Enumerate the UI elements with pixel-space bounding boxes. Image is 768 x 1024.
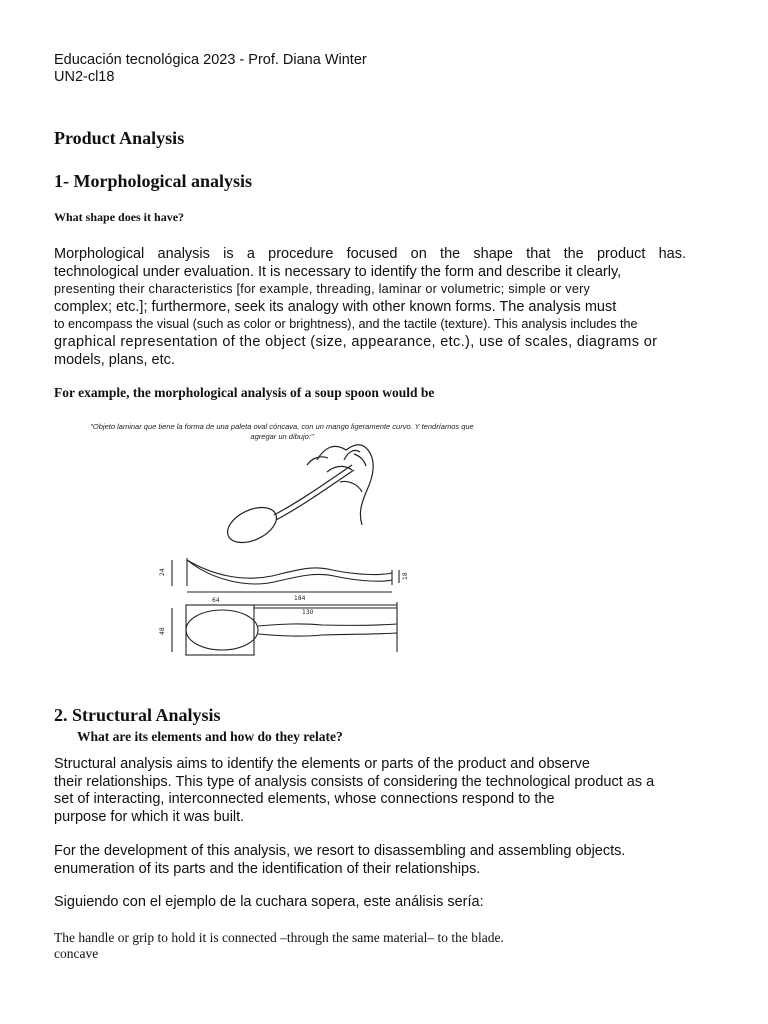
paragraph-line: models, plans, etc. bbox=[54, 351, 175, 368]
dimension-label: 48 bbox=[159, 627, 166, 635]
paragraph-line: set of interacting, interconnected elements, whose connections respond to the bbox=[54, 791, 555, 808]
section2-paragraph1 bbox=[54, 756, 686, 826]
section1-heading: 1- Morphological analysis bbox=[54, 171, 253, 191]
course-code: UN2-cl18 bbox=[54, 69, 115, 85]
course-header-line: Educación tecnológica 2023 - Prof. Diana Winter bbox=[54, 52, 367, 68]
section2-example bbox=[54, 930, 504, 962]
section2-heading: 2. Structural Analysis bbox=[54, 705, 221, 725]
paragraph-line: technological under evaluation. It is necessary to identify the form and describe it clearly, bbox=[54, 263, 622, 280]
paragraph-line: graphical representation of the object (size, appearance, etc.), use of scales, diagrams or bbox=[54, 333, 658, 350]
example-line: The handle or grip to hold it is connected –through the same material– to the blade. bbox=[54, 930, 504, 945]
hand-holding-spoon-icon bbox=[222, 445, 373, 550]
paragraph-line: enumeration of its parts and the identification of their relationships. bbox=[54, 860, 481, 877]
section2-paragraph2 bbox=[54, 843, 686, 878]
section1-question: What shape does it have? bbox=[54, 210, 185, 224]
dimension-label: 130 bbox=[302, 609, 314, 616]
paragraph-line: For the development of this analysis, we resort to disassembling and assembling objects. bbox=[54, 843, 626, 859]
spoon-drawing bbox=[62, 420, 502, 690]
dimension-label: 64 bbox=[212, 597, 220, 604]
paragraph-line: Structural analysis aims to identify the elements or parts of the product and observe bbox=[54, 756, 590, 772]
example-line: concave bbox=[54, 946, 99, 961]
dimension-label: 18 bbox=[402, 572, 409, 580]
figure-caption-line: agregar un dibujo:" bbox=[250, 432, 314, 441]
paragraph-line: presenting their characteristics [for example, threading, laminar or volumetric; simple or very bbox=[54, 282, 591, 297]
spoon-top-view bbox=[172, 602, 397, 655]
section2-paragraph3: Siguiendo con el ejemplo de la cuchara sopera, este análisis sería: bbox=[54, 894, 484, 910]
dimension-label: 24 bbox=[159, 568, 166, 576]
section1-paragraph bbox=[54, 246, 686, 369]
paragraph-line: to encompass the visual (such as color or brightness), and the tactile (texture). This analysis includes the bbox=[54, 317, 638, 332]
paragraph-line: complex; etc.]; furthermore, seek its analogy with other known forms. The analysis must bbox=[54, 298, 617, 315]
example-intro: For example, the morphological analysis of a soup spoon would be bbox=[54, 385, 435, 400]
dimension-label: 184 bbox=[294, 595, 306, 602]
page-title: Product Analysis bbox=[54, 128, 185, 148]
section2-question: What are its elements and how do they relate? bbox=[77, 729, 343, 744]
spoon-side-view bbox=[172, 558, 399, 592]
spoon-figure bbox=[62, 420, 502, 690]
figure-caption bbox=[62, 422, 502, 442]
paragraph-line: their relationships. This type of analysis consists of considering the technological product as a bbox=[54, 773, 655, 790]
paragraph-line: Morphological analysis is a procedure focused on the shape that the product has. bbox=[54, 246, 686, 262]
figure-caption-line: "Objeto laminar que tiene la forma de una paleta oval cóncava, con un mango ligeramente curvo. Y tendríamos que bbox=[90, 422, 474, 431]
paragraph-line: purpose for which it was built. bbox=[54, 808, 245, 825]
